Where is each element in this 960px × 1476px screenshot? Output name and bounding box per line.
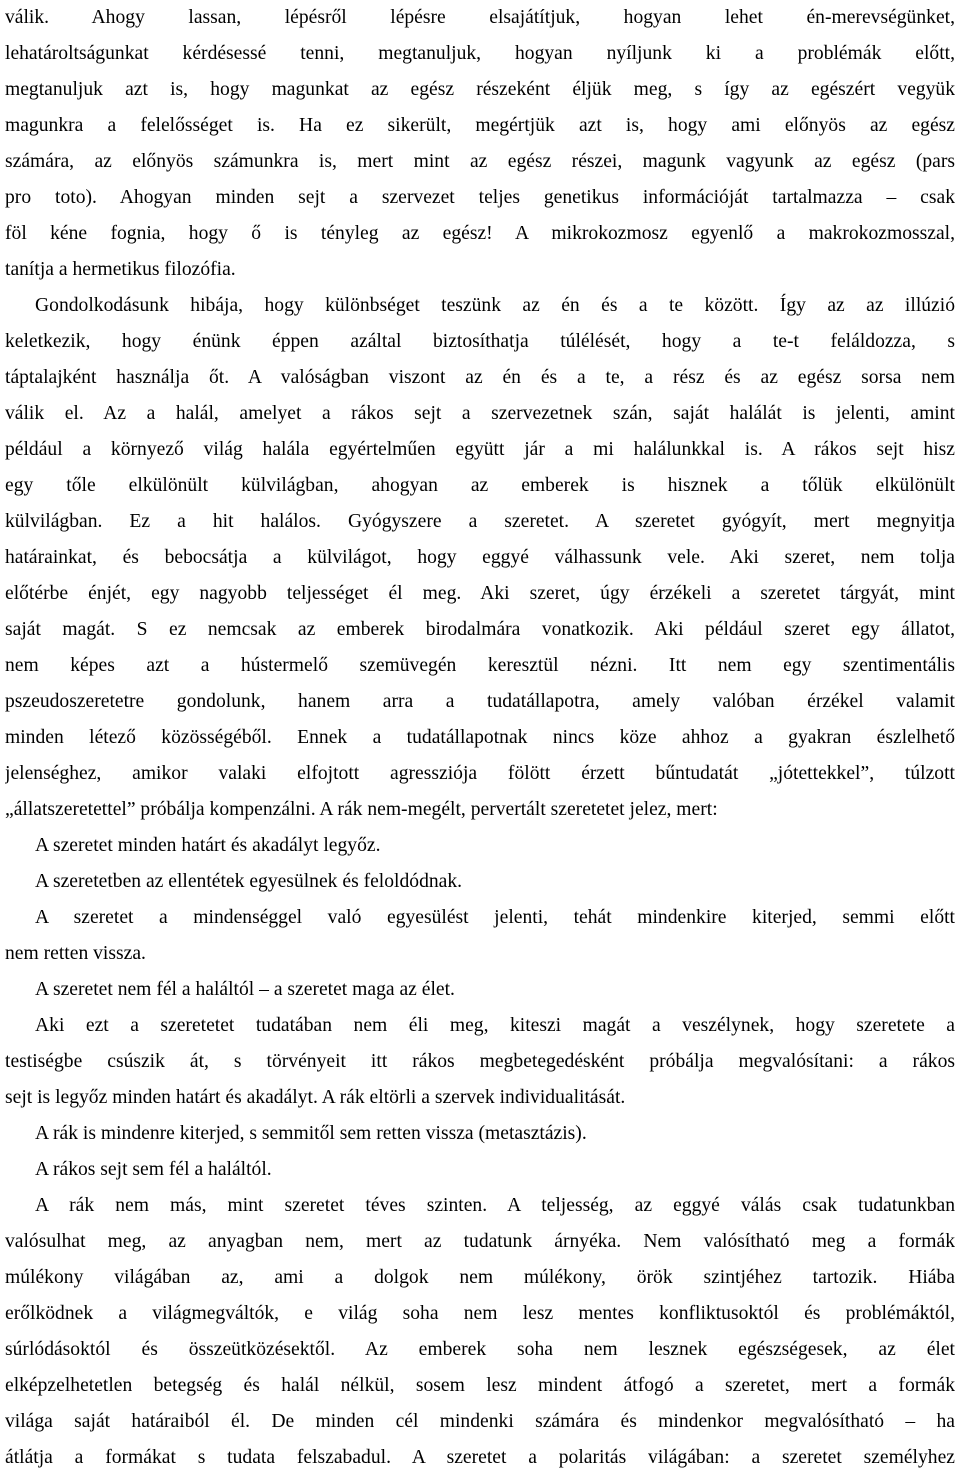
text-line: nem retten vissza. — [5, 943, 146, 964]
text-line: lehatároltságunkat kérdésessé tenni, megtanuljuk, hogyan nyíljunk ki a problémák előtt, — [5, 43, 955, 64]
text-line: például a környező világ halála egyértelműen együtt jár a mi halálunkkal is. A rákos sejt hisz — [5, 439, 955, 460]
love-statement-2 — [5, 864, 955, 900]
cancer-statement-2 — [5, 1152, 955, 1188]
cancer-statement-1 — [5, 1116, 955, 1152]
text-line: föl kéne fognia, hogy ő is tényleg az egész! A mikrokozmosz egyenlő a makrokozmosszal, — [5, 223, 955, 244]
text-line: A szeretet nem fél a haláltól – a szeretet maga az élet. — [35, 979, 455, 1000]
text-line: A szeretet minden határt és akadályt legyőz. — [35, 835, 381, 856]
text-line: minden létező közösségéből. Ennek a tudatállapotnak nincs köze ahhoz a gyakran észlelhető — [5, 727, 955, 748]
text-line: pszeudoszeretetre gondolunk, hanem arra a tudatállapotra, amely valóban érzékel valamit — [5, 691, 955, 712]
text-line: határainkat, és bebocsátja a külvilágot, hogy eggyé válhassunk vele. Aki szeret, nem tolja — [5, 547, 955, 568]
text-line: válik el. Az a halál, amelyet a rákos sejt a szervezetnek szán, saját halálát is jelenti, amint — [5, 403, 955, 424]
text-line: elképzelhetetlen betegség és halál nélkül, sosem lesz mindent átfogó a szeretet, mert a formák — [5, 1375, 955, 1396]
text-line: megtanuljuk azt is, hogy magunkat az egész részeként éljük meg, s így az egészért vegyük — [5, 79, 955, 100]
text-line: A rákos sejt sem fél a haláltól. — [35, 1159, 272, 1180]
love-statement-4 — [5, 972, 955, 1008]
text-line: egy tőle elkülönült külvilágban, ahogyan az emberek is hisznek a tőlük elkülönült — [5, 475, 955, 496]
text-line: nem képes azt a hústermelő szemüvegén keresztül nézni. Itt nem egy szentimentális — [5, 655, 955, 676]
text-line: Gondolkodásunk hibája, hogy különbséget teszünk az én és a te között. Így az az illúzió — [35, 295, 955, 316]
text-line: magunkra a felelősséget is. Ha ez sikerült, megértjük azt is, hogy ami előnyös az egész — [5, 115, 955, 136]
text-line: keletkezik, hogy énünk éppen azáltal biztosíthatja túlélését, hogy a te-t feláldozza, s — [5, 331, 955, 352]
text-line: átlátja a formákat s tudata felszabadul. A szeretet a polaritás világában: a szeretet személyhez — [5, 1447, 955, 1468]
text-line: előtérbe énjét, egy nagyobb teljességet él meg. Aki szeret, úgy érzékeli a szeretet tárgyát, mint — [5, 583, 955, 604]
paragraph-2 — [5, 288, 955, 828]
text-line: pro toto). Ahogyan minden sejt a szervezet teljes genetikus információját tartalmazza – csak — [5, 187, 955, 208]
text-line: tanítja a hermetikus filozófia. — [5, 259, 236, 280]
text-line: valósulhat meg, az anyagban nem, mert az tudatunk árnyéka. Nem valósítható meg a formák — [5, 1231, 955, 1252]
text-line: világa saját határaiból él. De minden cél mindenki számára és mindenkor megvalósítható – ha — [5, 1411, 955, 1432]
paragraph-4 — [5, 1188, 955, 1476]
text-line: sejt is legyőz minden határt és akadályt. A rák eltörli a szervek individualitását. — [5, 1087, 626, 1108]
text-line: erőlködnek a világmegváltók, e világ soha nem lesz mentes konfliktusoktól és problémáktól, — [5, 1303, 955, 1324]
love-statement-1 — [5, 828, 955, 864]
paragraph-1 — [5, 0, 955, 288]
text-line: jelenséghez, amikor valaki elfojtott agressziója fölött érzett bűntudatát „jótettekkel”, túlzott — [5, 763, 955, 784]
text-line: „állatszeretettel” próbálja kompenzálni. A rák nem-megélt, pervertált szeretetet jelez, mert: — [5, 799, 718, 820]
paragraph-3 — [5, 1008, 955, 1116]
text-line: A rák nem más, mint szeretet téves szinten. A teljesség, az eggyé válás csak tudatunkban — [35, 1195, 955, 1216]
text-line: A szeretet a mindenséggel való egyesülést jelenti, tehát mindenkire kiterjed, semmi előtt — [35, 907, 955, 928]
love-statement-3 — [5, 900, 955, 972]
text-line: Aki ezt a szeretetet tudatában nem éli meg, kiteszi magát a veszélynek, hogy szeretete a — [35, 1015, 955, 1036]
text-line: számára, az előnyös számunkra is, mert mint az egész részei, magunk vagyunk az egész (pars — [5, 151, 955, 172]
text-line: testiségbe csúszik át, s törvényeit itt rákos megbetegedésként próbálja megvalósítani: a rákos — [5, 1051, 955, 1072]
text-line: külvilágban. Ez a hit halálos. Gyógyszere a szeretet. A szeretet gyógyít, mert megnyitja — [5, 511, 955, 532]
text-line: súrlódásoktól és összeütközésektől. Az emberek soha nem lesznek egészségesek, az élet — [5, 1339, 955, 1360]
text-line: táptalajként használja őt. A valóságban viszont az én és a te, a rész és az egész sorsa nem — [5, 367, 955, 388]
text-line: A rák is mindenre kiterjed, s semmitől sem retten vissza (metasztázis). — [35, 1123, 587, 1144]
document-page — [5, 0, 955, 1476]
text-line: múlékony világában az, ami a dolgok nem múlékony, örök szintjéhez tartozik. Hiába — [5, 1267, 955, 1288]
text-line: A szeretetben az ellentétek egyesülnek és feloldódnak. — [35, 871, 463, 892]
text-line: saját magát. S ez nemcsak az emberek birodalmára vonatkozik. Aki például szeret egy állatot, — [5, 619, 955, 640]
text-line: válik. Ahogy lassan, lépésről lépésre elsajátítjuk, hogyan lehet én-merevségünket, — [5, 7, 955, 28]
